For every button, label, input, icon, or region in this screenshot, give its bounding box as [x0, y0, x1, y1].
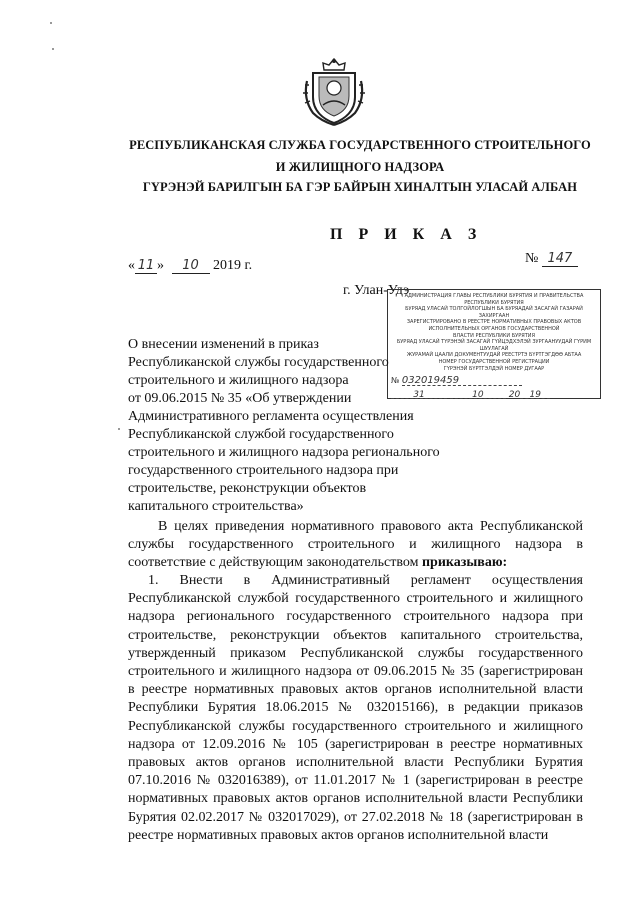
stamp-line: ЖУРАМАЙ ЦААЛИ ДОКУМЕНТУУДАЙ РЕЕСТРТЭ БҮРТГЭГДӨӨ АБТАА — [406, 352, 582, 359]
subject-line: строительного и жилищного надзора — [128, 373, 349, 388]
subject-line: от 09.06.2015 № 35 «Об утверждении — [128, 391, 352, 406]
stamp-reg-day: 31 — [391, 392, 447, 400]
date-year: 2019 г. — [213, 258, 253, 273]
stamp-line: ЗАРЕГИСТРИРОВАНО В РЕЕСТРЕ НОРМАТИВНЫХ ПРАВОВЫХ АКТОВ — [406, 319, 582, 326]
scan-speck — [118, 428, 120, 430]
number-value: 147 — [542, 251, 578, 267]
stamp-line: НОМЕР ГОСУДАРСТВЕННОЙ РЕГИСТРАЦИИ — [438, 358, 550, 365]
stamp-line: БУРЯАД УЛАСАЙ ТҮРЭНЭЙ ЗАСАГАЙ ГҮЙЦЭДХЭЛЭЙ ЗУРГААНУУДАЙ ГҮРИМ ШУУЛАГАЙ — [396, 339, 592, 352]
stamp-line: ВЛАСТИ РЕСПУБЛИКИ БУРЯТИЯ — [452, 332, 535, 339]
stamp-line: ГҮРЭНЭЙ БҮРТГЭЛДЭЙ НОМЕР ДУГААР — [443, 365, 545, 372]
subject-line: строительного и жилищного надзора регионального — [128, 445, 440, 460]
body-paragraph-2: 1. Внести в Административный регламент осуществления Республиканской службой государственного строительного и жилищного надзора регионального государственного строительного надзора при строительстве, реконструкции объектов капитального строительства, утвержденный приказом Республиканской службы государственного строительного и жилищного надзора от 09.06.2015 № 35 (зарегистрирован в реестре нормативных правовых актов органов исполнительной власти Республики Бурятия 18.06.2015 № 032015166), в редакции приказов Республиканской службы государственного строительного и жилищного надзора от 12.09.2016 № 105 (зарегистрирован в реестре нормативных правовых актов органов исполнительной власти Республики Бурятия 07.10.2016 № 032016389), от 11.01.2017 № 1 (зарегистрирован в реестре нормативных правовых актов органов исполнительной власти Республики Бурятия 02.02.2017 № 032017029), от 27.02.2018 № 18 (зарегистрирован в реестре нормативных правовых актов органов исполнительной власти — [128, 573, 583, 843]
body-paragraph-1 — [128, 518, 583, 573]
p1-text: В целях приведения нормативного правового акта Республиканской службы государственного строительного и жилищного надзора в соответствие с действующим законодательством — [128, 519, 583, 571]
number-prefix: № — [525, 251, 539, 266]
stamp-reg-year: 19 — [520, 392, 550, 400]
subject-line: Административного регламента осуществления — [128, 409, 414, 424]
header-line-1: РЕСПУБЛИКАНСКАЯ СЛУЖБА ГОСУДАРСТВЕННОГО СТРОИТЕЛЬНОГО — [129, 138, 591, 152]
city-line: г. Улан-Удэ — [343, 283, 410, 298]
stamp-reg-prefix: № — [391, 376, 400, 386]
subject-line: Республиканской службой государственного — [128, 427, 394, 442]
document-title: П Р И К А З — [330, 226, 483, 243]
stamp-line: БУРЯАД УЛАСАЙ ТОЛГОЙЛОГШЫН БА БУРЯАДАЙ ЗАСАГАЙ ГАЗАРАЙ ЗАХИРГААН — [405, 306, 583, 319]
subject-line: строительстве, реконструкции объектов — [128, 481, 367, 496]
date-day: 11 — [135, 258, 157, 274]
header-line-3: ГҮРЭНЭЙ БАРИЛГЫН БА ГЭР БАЙРЫН ХИНАЛТЫН УЛАСАЙ АЛБАН — [142, 180, 578, 194]
date-open-quote: « — [128, 258, 135, 273]
header-line-2: И ЖИЛИЩНОГО НАДЗОРА — [275, 160, 445, 174]
stamp-line: АДМИНИСТРАЦИЯ ГЛАВЫ РЕСПУБЛИКИ БУРЯТИЯ И ПРАВИТЕЛЬСТВА РЕСПУБЛИКИ БУРЯТИЯ — [404, 293, 584, 306]
document-date — [128, 258, 252, 274]
subject-line: государственного строительного надзора при — [128, 463, 399, 478]
document-subject — [128, 336, 440, 516]
subject-line: О внесении изменений в приказ — [128, 337, 319, 352]
subject-line: капитального строительства» — [128, 499, 304, 514]
stamp-reg-year-prefix: 20 — [508, 389, 521, 400]
stamp-line: ИСПОЛНИТЕЛЬНЫХ ОРГАНОВ ГОСУДАРСТВЕННОЙ — [428, 325, 560, 332]
date-close-quote: » — [157, 258, 164, 273]
scan-speck — [50, 22, 52, 24]
document-number — [525, 251, 578, 267]
p1-command: приказываю: — [421, 555, 508, 571]
scan-speck — [52, 48, 54, 50]
stamp-reg-month: 10 — [450, 392, 506, 400]
subject-line: Республиканской службы государственного — [128, 355, 389, 370]
coat-of-arms-emblem — [299, 55, 369, 127]
date-month: 10 — [172, 258, 210, 274]
stamp-reg-number: 032019459 — [402, 378, 522, 386]
